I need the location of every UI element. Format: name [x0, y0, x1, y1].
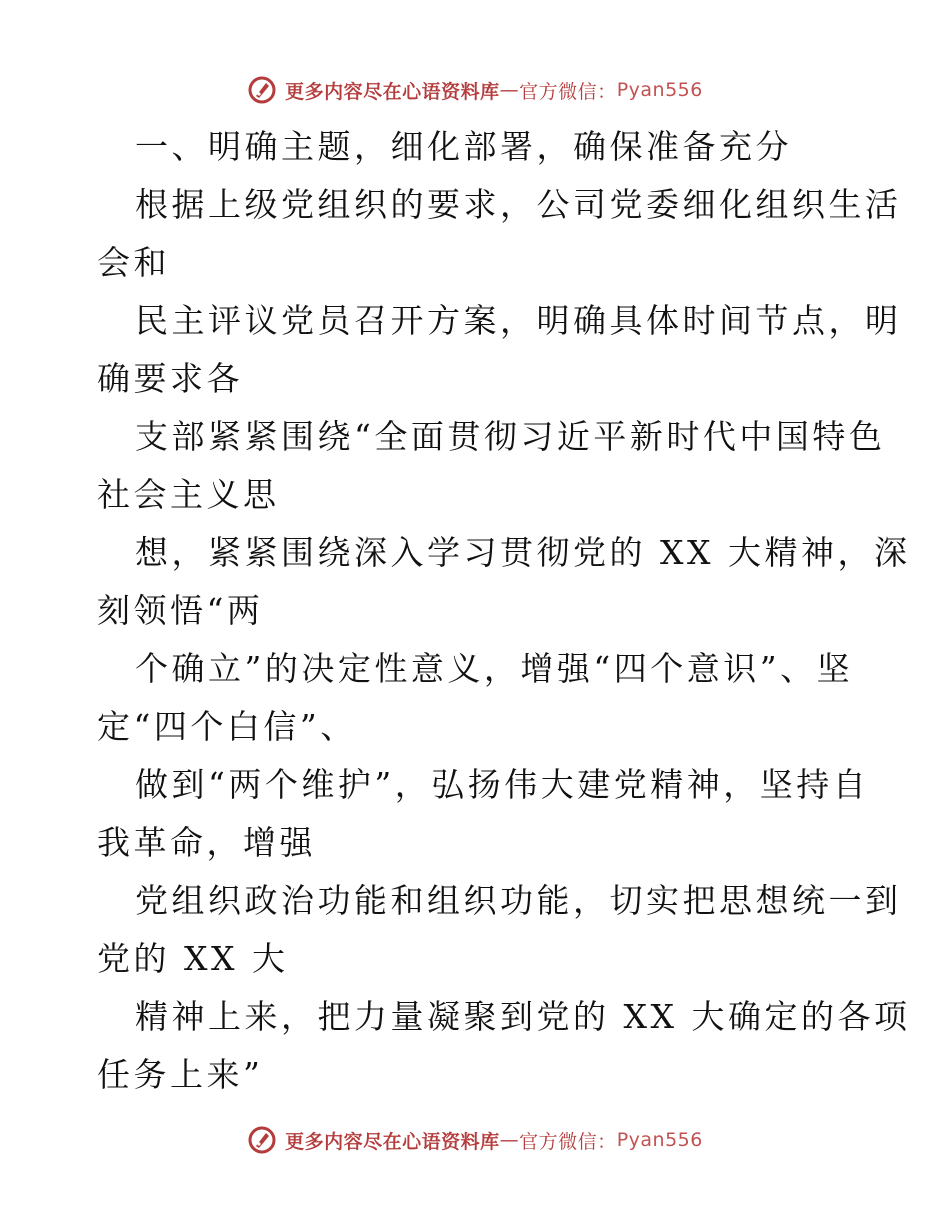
paragraph-line: 社会主义思 [97, 475, 280, 514]
paragraph-line: 个确立”的决定性意义，增强“四个意识”、坚 [135, 649, 854, 688]
paragraph-line: 支部紧紧围绕“全面贯彻习近平新时代中国特色 [135, 417, 886, 456]
banner-wechat-id: Pyan556 [616, 1129, 703, 1151]
paragraph-line: 民主评议党员召开方案，明确具体时间节点，明 [135, 301, 902, 340]
banner-wechat-label: 官方微信： [519, 1130, 617, 1153]
banner-main-text: 更多内容尽在心语资料库 [285, 80, 500, 103]
paragraph-line: 党组织政治功能和组织功能，切实把思想统一到 [135, 881, 902, 920]
banner-dash: — [499, 1129, 520, 1151]
paragraph-line: 党的 XX 大 [97, 939, 289, 978]
banner-main-text: 更多内容尽在心语资料库 [285, 1130, 500, 1153]
paragraph-line: 确要求各 [97, 359, 243, 398]
paragraph-line: 做到“两个维护”，弘扬伟大建党精神，坚持自 [135, 765, 870, 804]
footer-banner [0, 1120, 950, 1160]
paragraph-line: 精神上来，把力量凝聚到党的 XX 大确定的各项 [135, 997, 911, 1036]
paragraph-line: 我革命，增强 [97, 823, 316, 862]
paragraph-line: 任务上来” [97, 1055, 264, 1094]
header-banner [0, 70, 950, 110]
paragraph-line: 刻领悟“两 [97, 591, 264, 630]
pen-nib-circle-icon [247, 75, 277, 105]
banner-dash: — [499, 79, 520, 101]
banner-wechat-label: 官方微信： [519, 80, 617, 103]
paragraph-line: 想，紧紧围绕深入学习贯彻党的 XX 大精神，深 [135, 533, 911, 572]
section-heading: 一、明确主题，细化部署，确保准备充分 [135, 127, 792, 166]
paragraph-line: 会和 [97, 243, 170, 282]
pen-nib-circle-icon [247, 1125, 277, 1155]
document-body [97, 118, 911, 1104]
banner-wechat-id: Pyan556 [616, 79, 703, 101]
paragraph-line: 根据上级党组织的要求，公司党委细化组织生活 [135, 185, 902, 224]
paragraph-line: 定“四个白信”、 [97, 707, 357, 746]
